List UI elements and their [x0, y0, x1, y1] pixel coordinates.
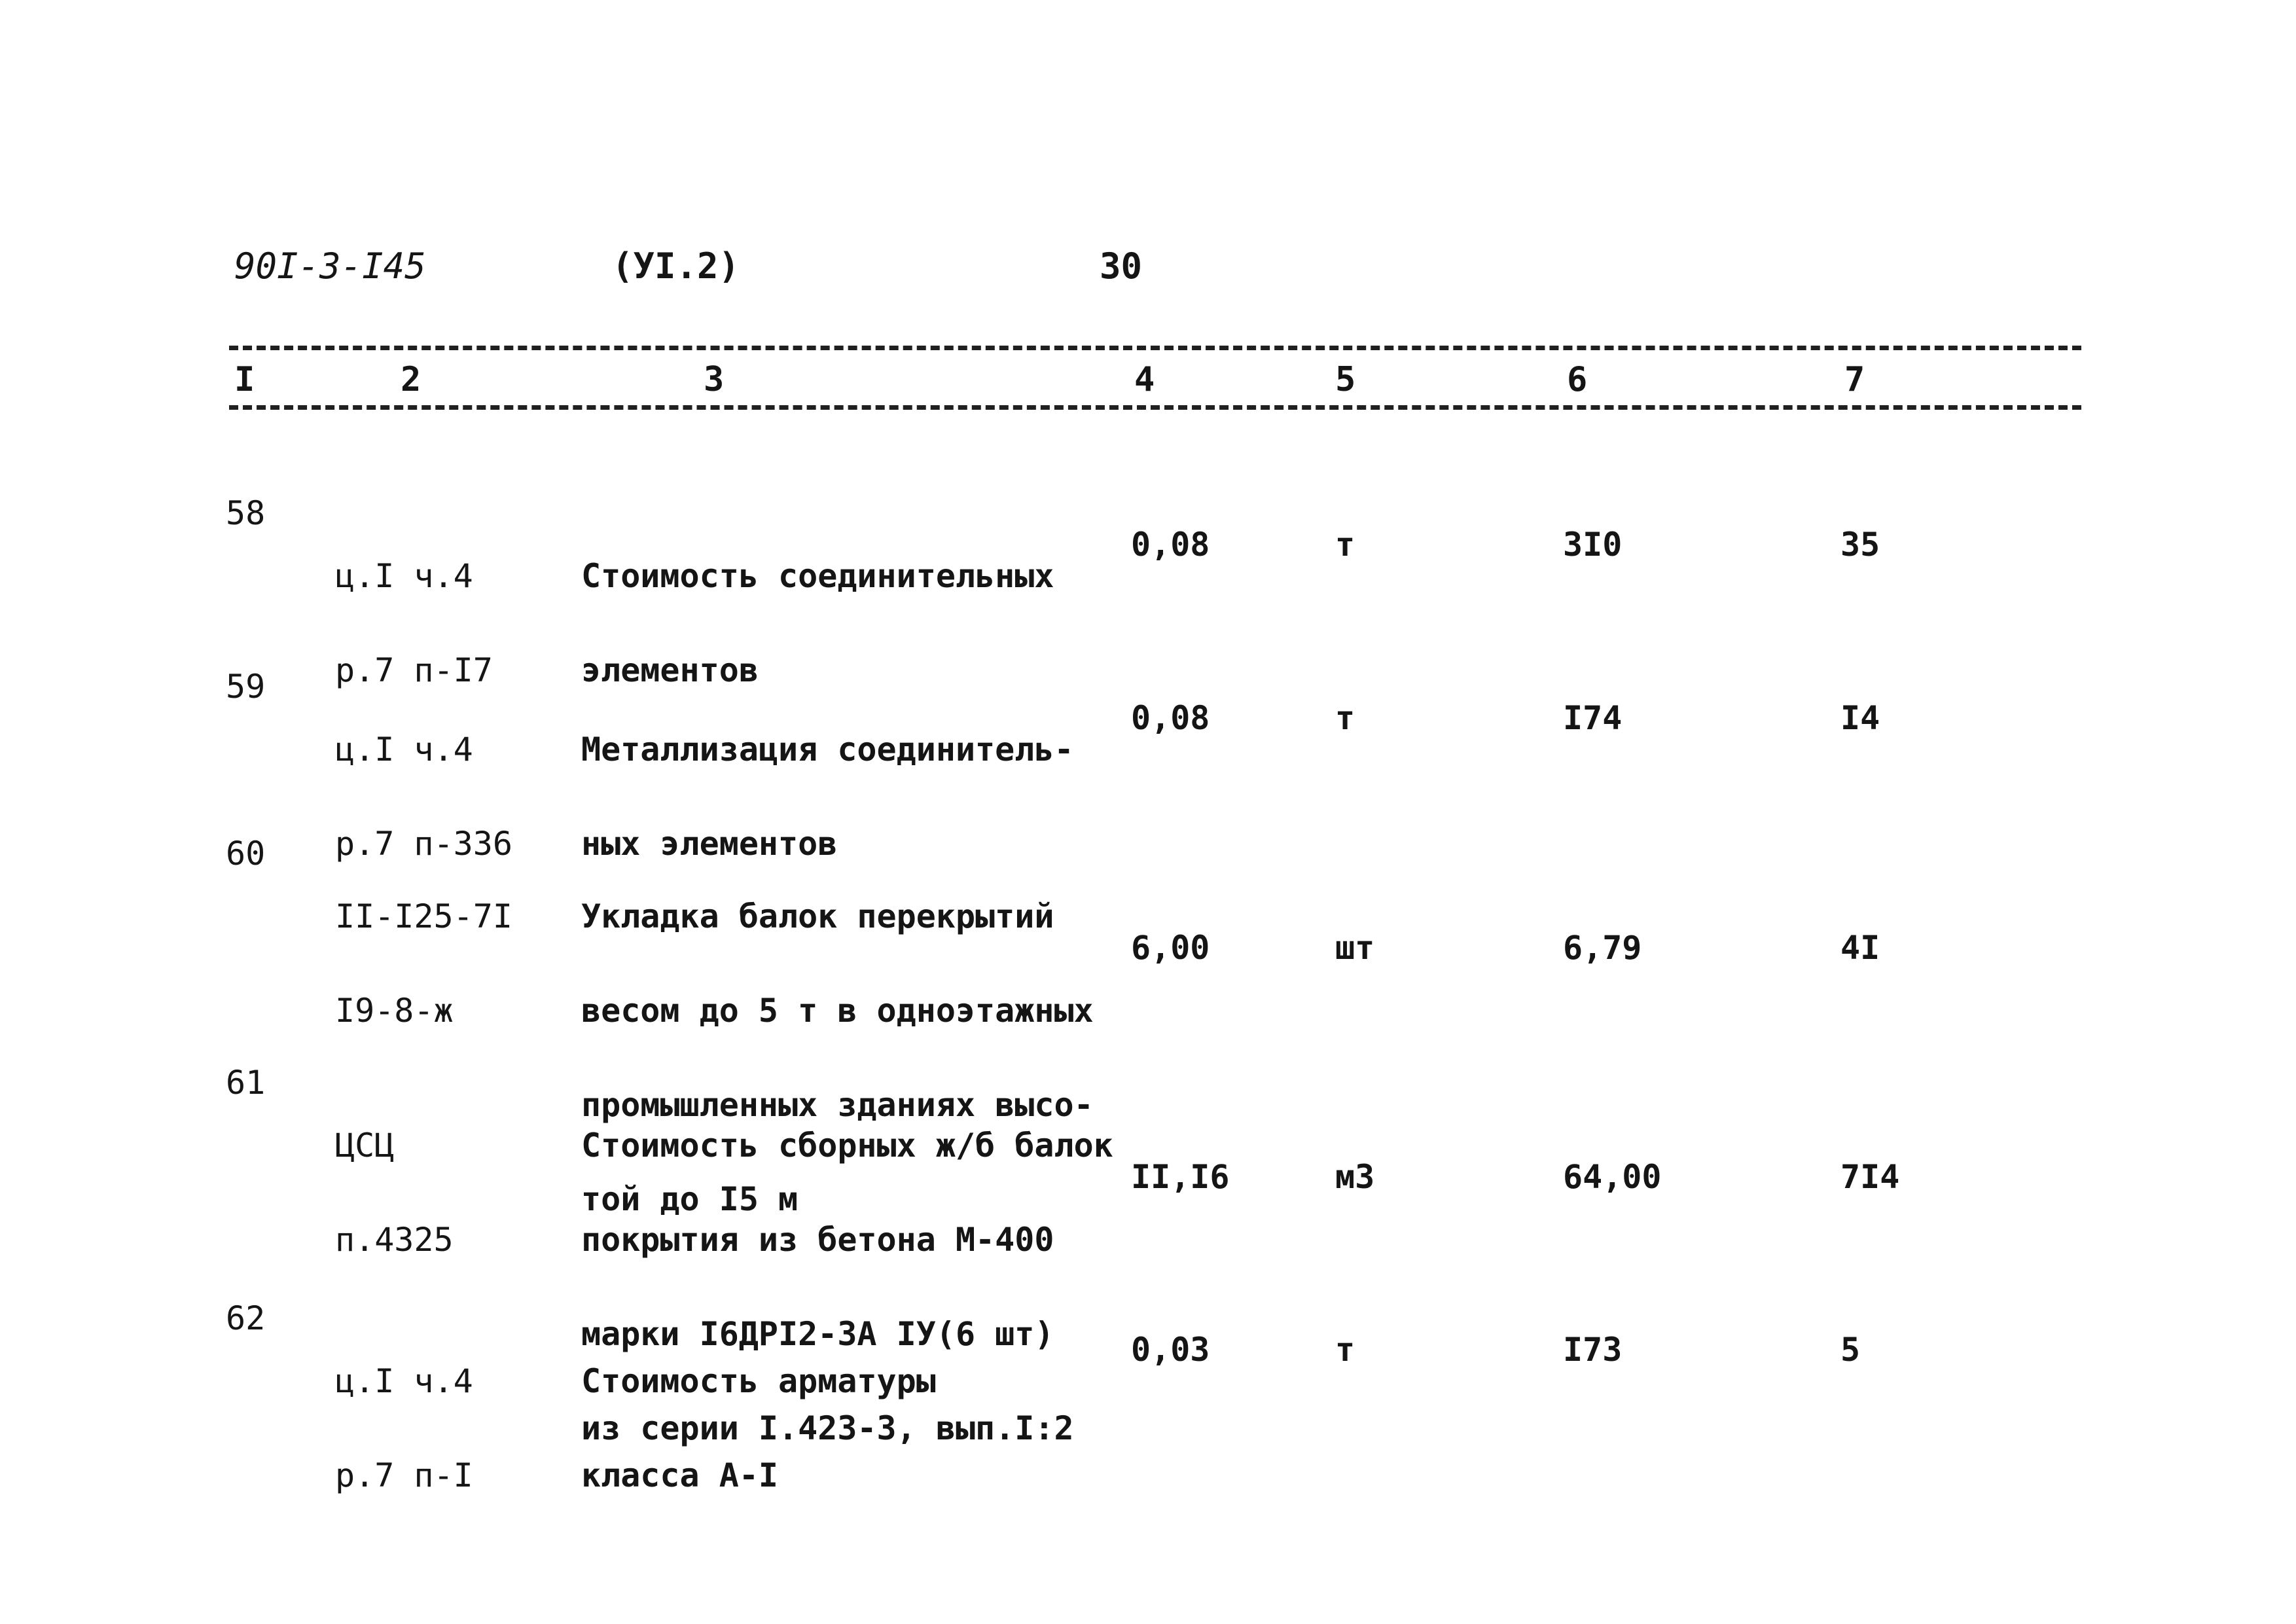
row-description-line: Стоимость арматуры	[581, 1362, 936, 1400]
row-description-line: промышленных зданиях высо-	[581, 1086, 1094, 1124]
row-code	[335, 838, 512, 1089]
sheet-reference: (УI.2)	[612, 245, 740, 287]
column-number-3: 3	[704, 360, 725, 399]
row-number: 58	[226, 494, 266, 532]
row-code-line: ц.I ч.4	[335, 1362, 473, 1400]
row-code	[335, 1303, 473, 1554]
column-number-4: 4	[1134, 360, 1155, 399]
row-description	[581, 1303, 936, 1554]
row-description-line: Стоимость сборных ж/б балок	[581, 1127, 1113, 1164]
row-code-line: ц.I ч.4	[335, 731, 473, 768]
row-number: 62	[226, 1299, 266, 1337]
row-code-line: ц.I ч.4	[335, 557, 473, 595]
row-unit-price: 3I0	[1563, 526, 1623, 564]
column-number-2: 2	[401, 360, 422, 399]
column-number-7: 7	[1844, 360, 1865, 399]
page-number: 30	[1100, 245, 1143, 287]
row-number: 59	[226, 668, 266, 706]
row-total: 7I4	[1840, 1158, 1900, 1196]
row-number: 61	[226, 1064, 266, 1102]
row-unit: т	[1335, 526, 1355, 564]
row-code-line: ЦСЦ	[335, 1127, 395, 1164]
row-description-line: из серии I.423-3, вып.I:2	[581, 1409, 1074, 1447]
row-unit: т	[1335, 1331, 1355, 1369]
column-number-6: 6	[1567, 360, 1588, 399]
row-code-line: р.7 п-336	[335, 825, 512, 863]
row-description-line: Укладка балок перекрытий	[581, 897, 1054, 935]
row-description-line: той до I5 м	[581, 1180, 798, 1218]
row-description-line: Металлизация соединитель-	[581, 731, 1074, 768]
row-total: I4	[1840, 699, 1880, 737]
row-quantity: 0,08	[1131, 526, 1210, 564]
row-number: 60	[226, 835, 266, 873]
document-code: 90I-3-I45	[234, 245, 426, 287]
row-total: 5	[1840, 1331, 1861, 1369]
row-unit: т	[1335, 699, 1355, 737]
row-quantity: 0,03	[1131, 1331, 1210, 1369]
row-code-line: I9-8-ж	[335, 992, 454, 1030]
page-header	[0, 0, 2296, 314]
table-top-rule	[229, 346, 2081, 350]
row-description-line: Стоимость соединительных	[581, 557, 1054, 595]
row-unit-price: I73	[1563, 1331, 1623, 1369]
column-number-1: I	[234, 360, 255, 399]
table-header-rule	[229, 405, 2081, 410]
column-number-5: 5	[1335, 360, 1356, 399]
row-unit-price: 64,00	[1563, 1158, 1662, 1196]
row-description-line: марки I6ДРI2-3А IУ(6 шт)	[581, 1315, 1054, 1353]
row-total: 35	[1840, 526, 1880, 564]
row-code-line: р.7 п-I7	[335, 651, 493, 689]
row-quantity: 0,08	[1131, 699, 1210, 737]
row-code	[335, 1067, 454, 1318]
row-unit: м3	[1335, 1158, 1375, 1196]
row-code-line: II-I25-7I	[335, 897, 512, 935]
row-unit: шт	[1335, 929, 1375, 967]
row-total: 4I	[1840, 929, 1880, 967]
row-quantity: 6,00	[1131, 929, 1210, 967]
row-quantity: II,I6	[1131, 1158, 1230, 1196]
row-unit-price: 6,79	[1563, 929, 1642, 967]
row-description-line: ных элементов	[581, 825, 838, 863]
row-description-line: элементов	[581, 651, 759, 689]
row-unit-price: I74	[1563, 699, 1623, 737]
row-code-line: р.7 п-I	[335, 1456, 473, 1494]
row-description-line: класса А-I	[581, 1456, 779, 1494]
row-description-line: покрытия из бетона М-400	[581, 1221, 1054, 1259]
row-description-line: весом до 5 т в одноэтажных	[581, 992, 1094, 1030]
row-code-line: п.4325	[335, 1221, 454, 1259]
